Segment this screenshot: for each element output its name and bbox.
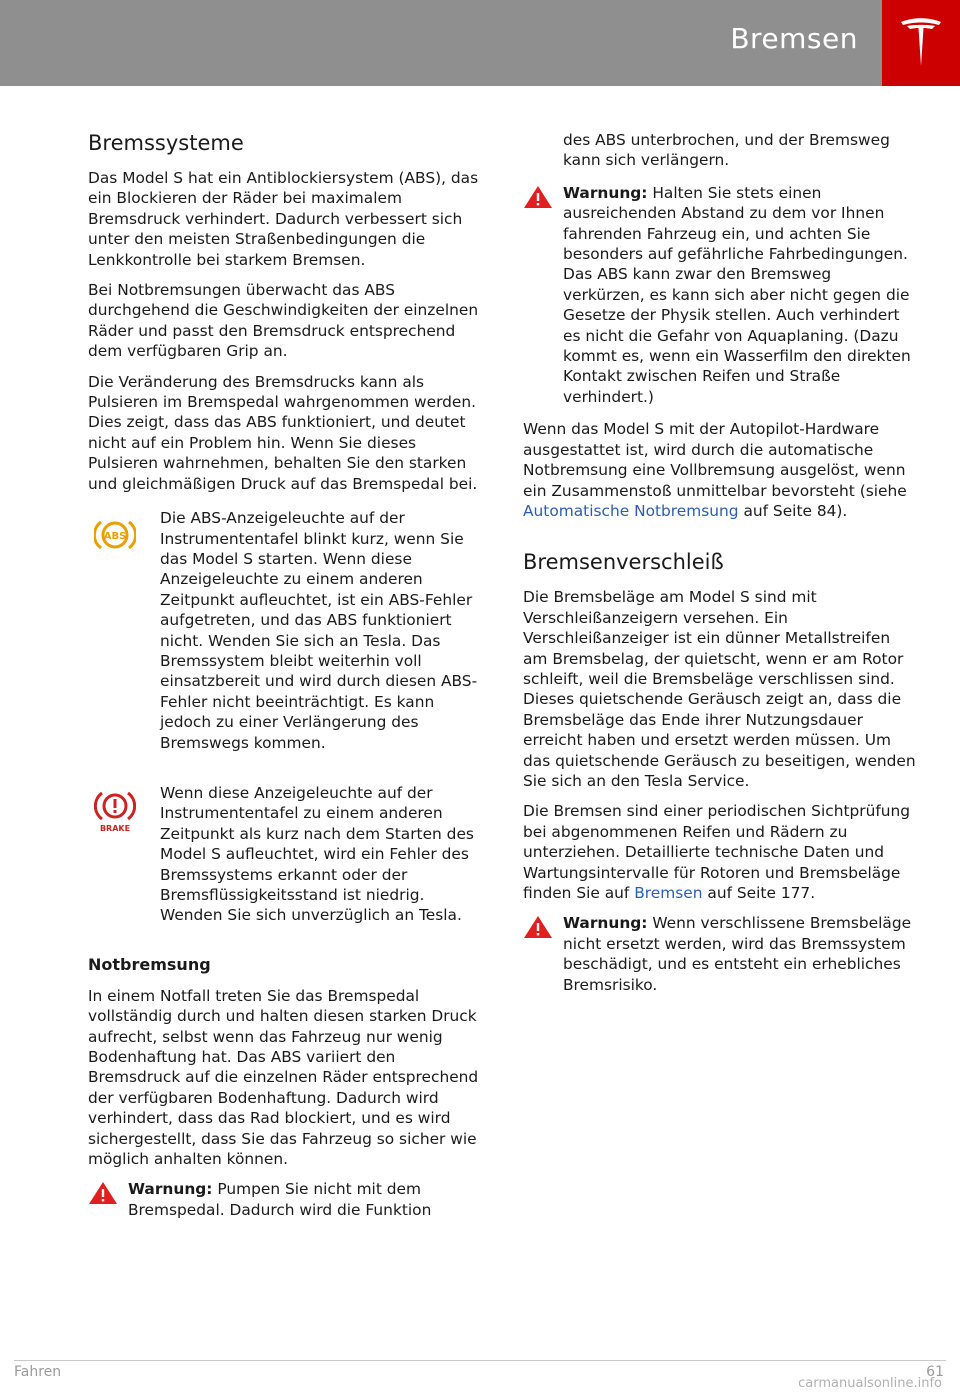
header-bar	[0, 0, 960, 86]
paragraph-inspection	[523, 801, 917, 903]
warning-continued-text: des ABS unterbrochen, und der Bremsweg kann sich verlängern.	[563, 131, 890, 170]
section-title-bremssysteme: Bremssysteme	[88, 131, 244, 155]
left-column	[88, 130, 482, 1232]
paragraph-autopilot	[523, 419, 917, 521]
logo-box	[882, 0, 960, 86]
warning-distance	[523, 183, 917, 407]
right-column	[523, 130, 917, 1007]
autopilot-text-post: auf Seite 84).	[738, 501, 848, 520]
brake-icon-label: BRAKE	[99, 823, 131, 833]
footer-section-name: Fahren	[14, 1364, 62, 1380]
subsection-title-notbremsung: Notbremsung	[88, 954, 211, 974]
warning-triangle-icon	[523, 185, 553, 209]
inspection-text-pre: Die Bremsen sind einer periodischen Sichtprüfung bei abgenommenen Reifen und Rädern zu unterziehen. Detaillierte technische Daten und Wartungsintervalle für Rotoren und Bremsbeläge finden Sie auf	[523, 802, 911, 902]
paragraph-abs-pulse: Die Veränderung des Bremsdrucks kann als Pulsieren im Bremspedal wahrgenommen werden. Dies zeigt, dass das ABS funktioniert, und deutet nicht auf ein Problem hin. Wenn Sie dieses Pulsieren wahrnehmen, behalten Sie den starken und gleichmäßigen Druck auf das Bremspedal bei.	[88, 372, 478, 493]
warning-text: Wenn verschlissene Bremsbeläge nicht ersetzt werden, wird das Bremssystem beschädigt, und es entsteht ein erhebliches Bremsrisiko.	[563, 914, 912, 994]
warning-label: Warnung:	[563, 183, 648, 202]
section-title-bremsenverschleiss: Bremsenverschleiß	[523, 550, 724, 575]
page-title: Bremsen	[730, 22, 858, 55]
warning-pump	[88, 1179, 482, 1220]
abs-warning-light-icon	[94, 518, 136, 552]
warning-text: Pumpen Sie nicht mit dem Bremspedal. Dadurch wird die Funktion	[128, 1180, 432, 1219]
brake-warning-light-icon	[94, 789, 136, 833]
warning-text: Halten Sie stets einen ausreichenden Abstand zu dem vor Ihnen fahrenden Fahrzeug ein, und achten Sie besonders auf gefährliche Fahrbedingungen. Das ABS kann zwar den Bremsweg verkürzen, es kann sich aber nicht gegen die Gesetze der Physik stellen. Auch verhindert es nicht die Gefahr von Aquaplaning. (Dazu kommt es, wenn ein Wasserfilm den direkten Kontakt zwischen Reifen und Straße verhindert.)	[563, 183, 911, 406]
tesla-logo-icon	[899, 16, 943, 68]
warning-triangle-icon	[523, 915, 553, 939]
link-automatische-notbremsung[interactable]: Automatische Notbremsung	[523, 501, 739, 520]
paragraph-abs-monitor: Bei Notbremsungen überwacht das ABS durchgehend die Geschwindigkeiten der einzelnen Räder und passt den Bremsdruck entsprechend dem verfügbaren Grip an.	[88, 281, 479, 361]
abs-icon-label: ABS	[103, 531, 127, 543]
paragraph-wear-indicators: Die Bremsbeläge am Model S sind mit Verschleißanzeigern versehen. Ein Verschleißanzeiger ist ein dünner Metallstreifen am Bremsbelag, der quietscht, wenn er am Rotor schleift, weil die Bremsbeläge verschlissen sind. Dieses quietschende Geräusch zeigt an, dass die Bremsbeläge das Ende ihrer Nutzungsdauer erreicht haben und ersetzt werden müssen. Um das quietschende Geräusch zu beseitigen, wenden Sie sich an den Tesla Service.	[523, 588, 916, 790]
warning-label: Warnung:	[128, 1180, 213, 1199]
paragraph-emergency-braking: In einem Notfall treten Sie das Bremspedal vollständig durch und halten diesen starken Druck aufrecht, selbst wenn das Fahrzeug nur wenig Bodenhaftung hat. Das ABS variiert den Bremsdruck auf die einzelnen Räder entsprechend der verfügbaren Bodenhaftung. Dadurch wird verhindert, dass das Rad blockiert, und es wird sichergestellt, dass Sie das Fahrzeug so sicher wie möglich anhalten können.	[88, 986, 479, 1169]
inspection-text-post: auf Seite 177.	[702, 884, 816, 902]
link-bremsen[interactable]: Bremsen	[634, 884, 703, 902]
brake-indicator-text: Wenn diese Anzeigeleuchte auf der Instrumententafel zu einem anderen Zeitpunkt als kurz nach dem Starten des Model S aufleuchtet, wird ein Fehler des Bremssystems erkannt oder der Bremsflüssigkeitsstand ist niedrig. Wenden Sie sich unverzüglich an Tesla.	[160, 783, 474, 925]
abs-indicator-text: Die ABS-Anzeigeleuchte auf der Instrumententafel blinkt kurz, wenn Sie das Model S starten. Wenn diese Anzeigeleuchte zu einem anderen Zeitpunkt aufleuchtet, ist ein ABS-Fehler aufgetreten, und das ABS funktioniert nicht. Wenden Sie sich an Tesla. Das Bremssystem bleibt weiterhin voll einsatzbereit und wird durch diesen ABS-Fehler nicht beeinträchtigt. Es kann jedoch zu einer Verlängerung des Bremswegs kommen.	[160, 509, 478, 752]
footer-divider	[14, 1360, 946, 1361]
abs-indicator-row	[88, 508, 482, 753]
warning-triangle-icon	[88, 1181, 118, 1205]
warning-worn-pads	[523, 913, 917, 995]
warning-label: Warnung:	[563, 914, 648, 933]
paragraph-abs-intro: Das Model S hat ein Antiblockiersystem (ABS), das ein Blockieren der Räder bei maximalem Bremsdruck verhindert. Dadurch verbessert sich unter den meisten Straßenbedingungen die Lenkkontrolle bei starkem Bremsen.	[88, 169, 479, 269]
warning-pump-continued	[523, 130, 917, 171]
autopilot-text-pre: Wenn das Model S mit der Autopilot-Hardware ausgestattet ist, wird durch die automatische Notbremsung eine Vollbremsung ausgelöst, wenn ein Zusammenstoß unmittelbar bevorsteht (siehe	[523, 420, 907, 500]
watermark: carmanualsonline.info	[798, 1376, 942, 1391]
footer-page-number: 61	[926, 1364, 944, 1380]
brake-indicator-row	[88, 783, 482, 926]
